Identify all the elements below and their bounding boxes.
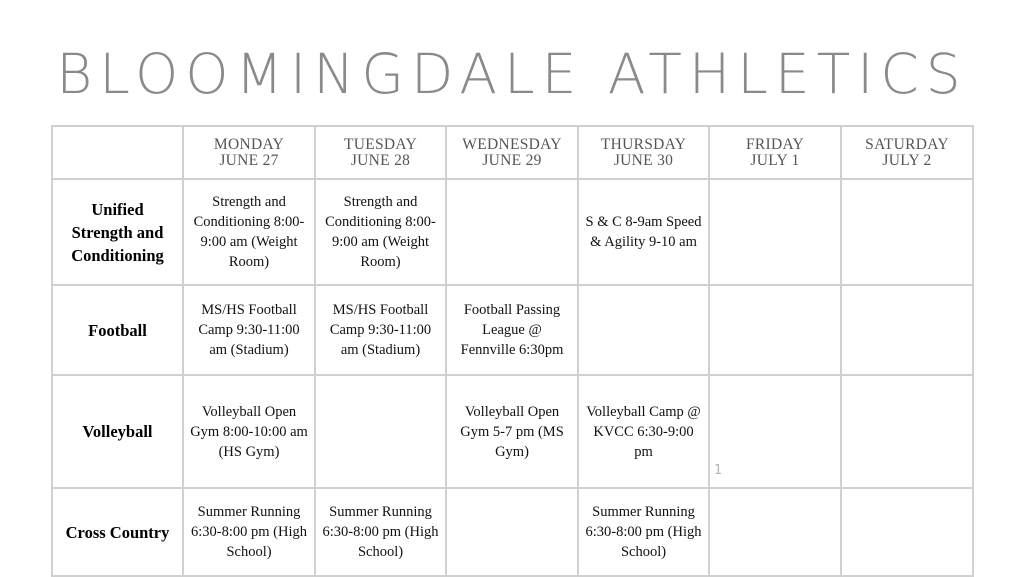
schedule-cell: Football Passing League @ Fennville 6:30pm [446, 285, 578, 375]
schedule-cell: Summer Running 6:30-8:00 pm (High School) [183, 488, 315, 576]
row-label-volleyball: Volleyball [52, 375, 183, 488]
day-name: THURSDAY [600, 135, 687, 153]
day-name: TUESDAY [343, 135, 417, 153]
row-label-football: Football [52, 285, 183, 375]
schedule-cell: Volleyball Open Gym 5-7 pm (MS Gym) [446, 375, 578, 488]
day-header-tuesday [315, 126, 446, 179]
table-row [52, 285, 973, 375]
corner-cell [52, 126, 183, 179]
day-name: FRIDAY [745, 135, 805, 153]
schedule-cell [709, 179, 841, 285]
schedule-cell [709, 285, 841, 375]
schedule-cell [709, 488, 841, 576]
schedule-cell [841, 488, 973, 576]
schedule-cell: Strength and Conditioning 8:00-9:00 am (Weight Room) [183, 179, 315, 285]
table-row [52, 488, 973, 576]
schedule-cell-friday [709, 375, 841, 488]
table-row [52, 179, 973, 285]
schedule-cell: MS/HS Football Camp 9:30-11:00 am (Stadium) [315, 285, 446, 375]
schedule-cell [841, 375, 973, 488]
schedule-cell: MS/HS Football Camp 9:30-11:00 am (Stadium) [183, 285, 315, 375]
day-date: JULY 1 [750, 151, 800, 169]
schedule-cell: Volleyball Open Gym 8:00-10:00 am (HS Gym) [183, 375, 315, 488]
day-header-monday [183, 126, 315, 179]
table-row [52, 375, 973, 488]
row-label-cross-country: Cross Country [52, 488, 183, 576]
row-label-strength: Unified Strength and Conditioning [52, 179, 183, 285]
day-header-wednesday [446, 126, 578, 179]
day-header-thursday [578, 126, 709, 179]
schedule-cell [578, 285, 709, 375]
day-date: JUNE 28 [350, 151, 411, 169]
schedule-cell: Strength and Conditioning 8:00-9:00 am (Weight Room) [315, 179, 446, 285]
day-date: JULY 2 [882, 151, 932, 169]
schedule-cell: Summer Running 6:30-8:00 pm (High School) [315, 488, 446, 576]
day-date: JUNE 29 [482, 151, 542, 169]
day-name: WEDNESDAY [462, 135, 562, 153]
day-name: SATURDAY [865, 135, 949, 153]
day-header-saturday [841, 126, 973, 179]
day-name: MONDAY [213, 135, 285, 153]
page-number: 1 [714, 463, 723, 478]
header-row [52, 126, 973, 179]
schedule-cell: Volleyball Camp @ KVCC 6:30-9:00 pm [578, 375, 709, 488]
schedule-cell: Summer Running 6:30-8:00 pm (High School) [578, 488, 709, 576]
schedule-cell [446, 488, 578, 576]
day-date: JUNE 27 [219, 151, 279, 169]
schedule-cell [446, 179, 578, 285]
schedule-table [51, 125, 974, 577]
day-header-friday [709, 126, 841, 179]
page-title: BLOOMINGDALE ATHLETICS [56, 42, 968, 106]
schedule-cell: S & C 8-9am Speed & Agility 9-10 am [578, 179, 709, 285]
schedule-cell [315, 375, 446, 488]
schedule-cell [841, 285, 973, 375]
schedule-cell [841, 179, 973, 285]
day-date: JUNE 30 [613, 151, 674, 169]
